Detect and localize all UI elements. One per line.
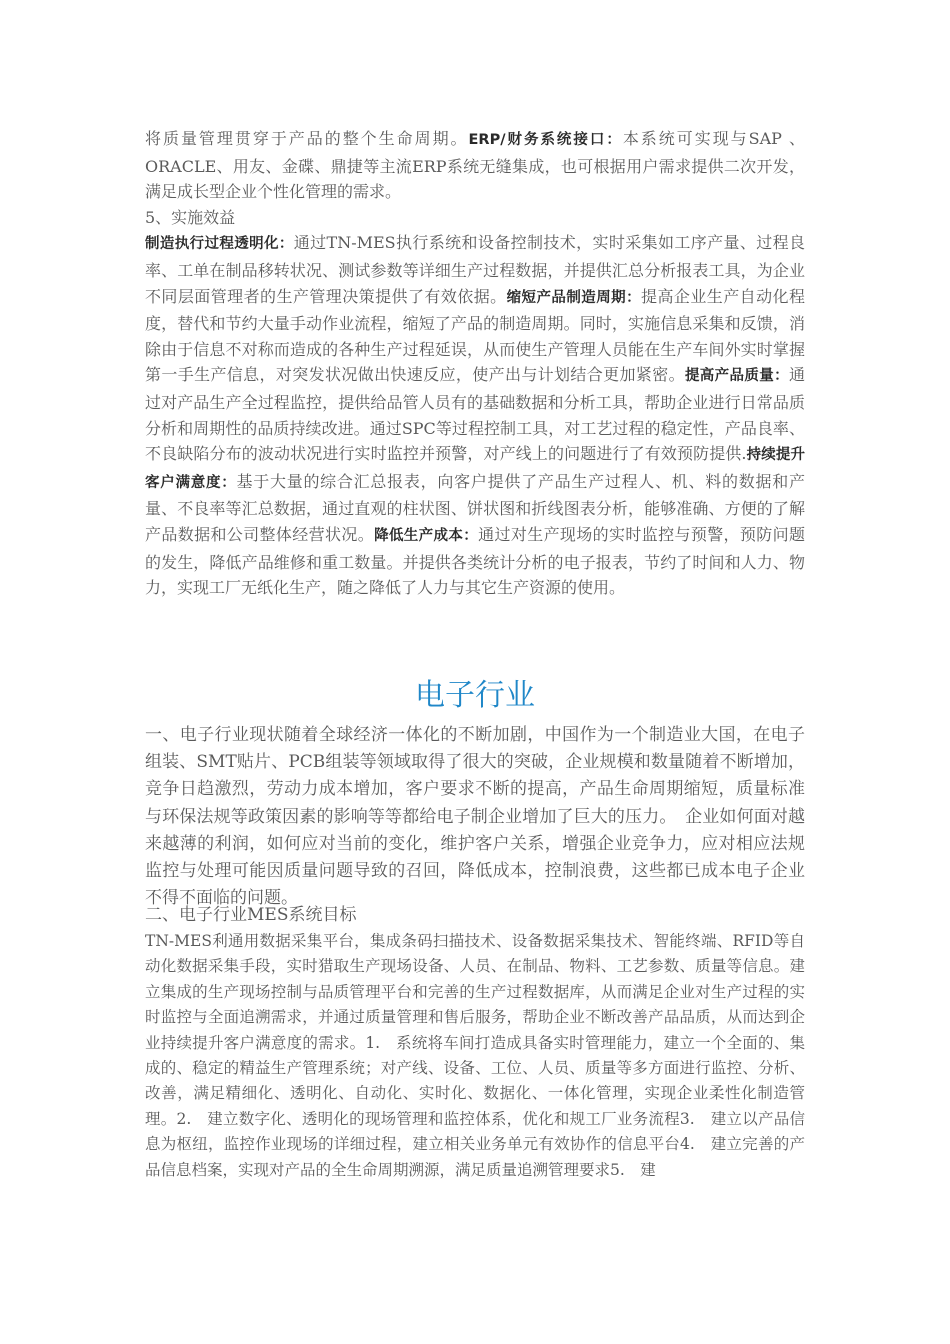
section-heading: 二、电子行业MES系统目标 <box>145 905 357 925</box>
paragraph-text: 基于大量的综合汇总报表，向客户提供了产品生产过程人、机、料的数据和产量、不良率等汇总数据，通过直观的柱状图、饼状图和折线图表分析，能够准确、方便的了解产品数据和公司整体经营状况。 <box>145 471 805 544</box>
bold-label: 提高产品质量： <box>684 368 789 385</box>
paragraph-benefits <box>145 230 805 600</box>
implementation-benefits-section <box>145 126 805 601</box>
mes-goal-section <box>145 902 805 1183</box>
paragraph-text: 通过对产品生产全过程监控，提供给品管人员有的基础数据和分析工具，帮助企业进行日常品质分析和周期性的品质持续改进。通过SPC等过程控制工具，对工艺过程的稳定性，产品良率、不良缺陷分布的波动状况进行实时监控并预警，对产线上的问题进行了有效预防提供. <box>145 365 805 464</box>
industry-status-section <box>145 722 805 912</box>
paragraph-text: 本系统可实现与SAP 、ORACLE、用友、金碟、鼎捷等主流ERP系统无缝集成，也可根据用户需求提供二次开发，满足成长型企业个性化管理的需求。 <box>145 129 805 202</box>
paragraph-text: 通过TN-MES执行系统和设备控制技术，实时采集如工序产量、过程良率、工单在制品移转状况、测试参数等详细生产过程数据，并提供汇总分析报表工具，为企业不同层面管理者的生产管理决策提供了有效依据。 <box>145 233 806 306</box>
paragraph-text: 通过对生产现场的实时监控与预警，预防问题的发生，降低产品维修和重工数量。并提供各类统计分析的电子报表，节约了时间和人力、物力，实现工厂无纸化生产，随之降低了人力与其它生产资源的使用。 <box>145 524 805 598</box>
paragraph-text: 将质量管理贯穿于产品的整个生命周期。 <box>145 129 469 148</box>
section-heading: 5、实施效益 <box>145 207 236 227</box>
bold-label: ERP/财务系统接口： <box>468 132 623 148</box>
paragraph-status: 一、电子行业现状随着全球经济一体化的不断加剧，中国作为一个制造业大国，在电子组装、SMT贴片、PCB组装等领域取得了很大的突破，企业规模和数量随着不断增加，竞争日趋激烈，劳动力成本增加，客户要求不断的提高，产品生命周期缩短，质量标准与环保法规等政策因素的影响等等都给电子制企业增加了巨大的压力。 企业如何面对越来越薄的利润，如何应对当前的变化，维护客户关系，增强企业竞争力，应对相应法规监控与处理可能因质量问题导致的召回，降低成本，控制浪费，这些都已成本电子企业不得不面临的问题。 <box>145 725 805 909</box>
bold-label: 缩短产品制造周期： <box>506 289 642 306</box>
paragraph-erp <box>145 126 805 205</box>
bold-label: 降低生产成本： <box>374 527 479 544</box>
paragraph-text: 提高企业生产自动化程度，替代和节约大量手动作业流程，缩短了产品的制造周期。同时，实施信息采集和反馈，消除由于信息不对称而造成的各种生产过程延误，从而使生产管理人员能在生产车间外实时掌握第一手生产信息，对突发状况做出快速反应，使产出与计划结合更加紧密。 <box>145 286 805 385</box>
paragraph-goal: TN-MES利通用数据采集平台，集成条码扫描技术、设备数据采集技术、智能终端、RFID等自动化数据采集手段，实时猎取生产现场设备、人员、在制品、物料、工艺参数、质量等信息。建立集成的生产现场控制与品质管理平台和完善的生产过程数据库，从而满足企业对生产过程的实时监控与全面追溯需求，并通过质量管理和售后服务，帮助企业不断改善产品品质，从而达到企业持续提升客户满意度的需求。1. 系统将车间打造成具备实时管理能力，建立一个全面的、集成的、稳定的精益生产管理系统；对产线、设备、工位、人员、质量等多方面进行监控、分析、改善，满足精细化、透明化、自动化、实时化、数据化、一体化管理，实现企业柔性化制造管理。2. 建立数字化、透明化的现场管理和监控体系，优化和规工厂业务流程3. 建立以产品信息为枢纽，监控作业现场的详细过程，建立相关业务单元有效协作的信息平台4. 建立完善的产品信息档案，实现对产品的全生命周期溯源，满足质量追溯管理要求5. 建 <box>145 932 805 1179</box>
bold-label: 持续提升客户满意度： <box>145 447 805 491</box>
bold-label: 制造执行过程透明化： <box>145 236 294 253</box>
page-title: 电子行业 <box>415 678 535 713</box>
